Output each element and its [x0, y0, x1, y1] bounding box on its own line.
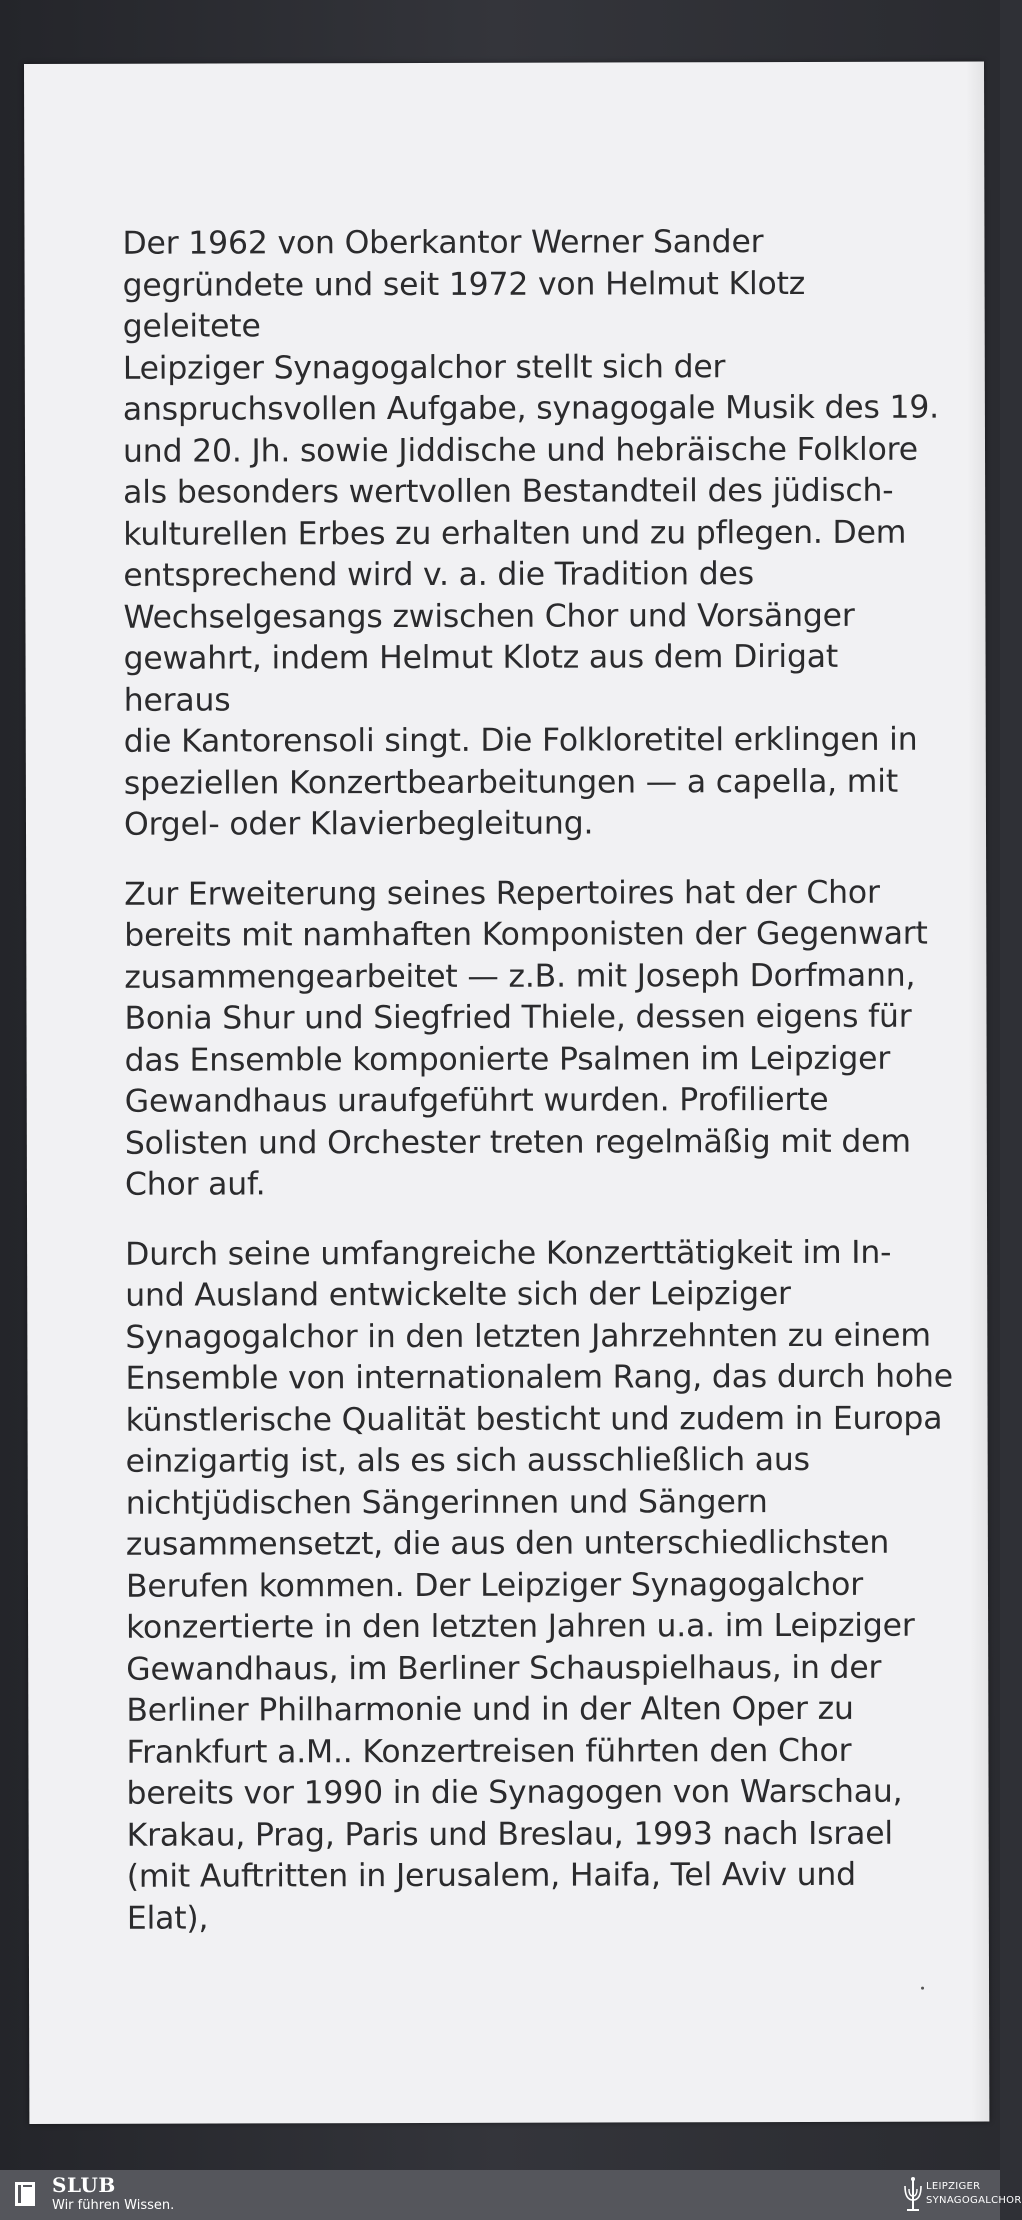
document-page — [24, 61, 989, 2124]
provider-name[interactable]: SLUB — [52, 2173, 116, 2197]
provider-tagline: Wir führen Wissen. — [52, 2198, 175, 2213]
choir-name[interactable] — [926, 2180, 1022, 2208]
menorah-icon — [900, 2176, 926, 2214]
viewer-footer — [0, 2170, 1022, 2220]
paragraph-2: Zur Erweiterung seines Repertoires hat der Chor bereits mit namhaften Komponisten der Gegenwart zusammengearbeitet — z.B. mit Joseph Dorfmann, Bonia Shur und Siegfried Thiele, dessen eigens für das Ensemble komponierte Psalmen im Leipziger Gewandhaus uraufgeführt wurden. Profilierte Solisten und Orchester treten regelmäßig mit dem Chor auf. — [124, 874, 928, 1203]
body-text — [122, 222, 957, 1968]
paragraph-1: Der 1962 von Oberkantor Werner Sander gegründete und seit 1972 von Helmut Klotz geleitete Leipziger Synagogalchor stellt sich der anspruchsvollen Aufgabe, synagogale Musik des 19. und 20. Jh. sowie Jiddische und hebräische Folklore als besonders wertvollen Bestandteil des jüdisch- kulturellen Erbes zu erhalten und zu pflegen. Dem entsprechend wird v. a. die Tradition des Wechselgesangs zwischen Chor und Vorsänger gewahrt, indem Helmut Klotz aus dem Dirigat heraus die Kantorensoli singt. Die Folkloretitel erklingen in speziellen Konzertbearbeitungen — a capella, mit Orgel- oder Klavierbegleitung. — [122, 224, 939, 843]
paper-speck — [921, 1987, 924, 1990]
choir-name-line2: SYNAGOGALCHOR — [926, 2195, 1022, 2206]
choir-name-line1: LEIPZIGER — [926, 2181, 981, 2192]
book-icon — [14, 2181, 36, 2207]
paragraph-3: Durch seine umfangreiche Konzerttätigkeit im In- und Ausland entwickelte sich der Leipziger Synagogalchor in den letzten Jahrzehnten zu einem Ensemble von internationalem Rang, das durch hohe künstlerische Qualität besticht und zudem in Europa einzigartig ist, als es sich ausschließlich aus nichtjüdischen Sängerinnen und Sängern zusammensetzt, die aus den unterschiedlichsten Berufen kommen. Der Leipziger Synagogalchor konzertierte in den letzten Jahren u.a. im Leipziger Gewandhaus, im Berliner Schauspielhaus, in der Berliner Philharmonie und in der Alten Oper zu Frankfurt a.M.. Konzertreisen führten den Chor bereits vor 1990 in die Synagogen von Warschau, Krakau, Prag, Paris und Breslau, 1993 nach Israel (mit Auftritten in Jerusalem, Haifa, Tel Aviv und Elat), — [125, 1234, 953, 1937]
